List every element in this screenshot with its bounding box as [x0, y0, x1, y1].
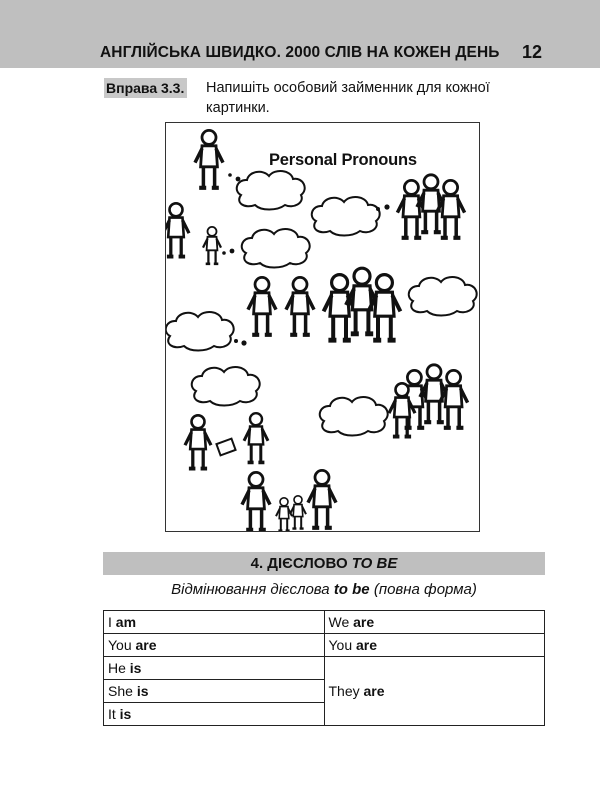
pronoun: He [108, 660, 126, 676]
table-cell [104, 680, 325, 703]
pronoun: They [328, 683, 360, 699]
pronoun: You [108, 637, 132, 653]
table-cell [324, 611, 545, 634]
cartoon-figures-image [166, 123, 480, 532]
table-cell [324, 657, 545, 726]
book-title: АНГЛІЙСЬКА ШВИДКО. 2000 СЛІВ НА КОЖЕН ДЕНЬ [100, 44, 500, 61]
page-number: 12 [522, 42, 543, 62]
table-cell [324, 634, 545, 657]
table-cell [104, 657, 325, 680]
picture-title: Personal Pronouns [269, 151, 417, 169]
pronoun: We [328, 614, 350, 630]
pronoun: She [108, 683, 133, 699]
exercise-label: Вправа 3.3. [104, 78, 187, 98]
pronoun: You [328, 637, 353, 653]
subtitle-bold: to be [333, 581, 370, 598]
subtitle-suffix: (повна форма) [369, 581, 477, 598]
verb-form: is [119, 706, 132, 722]
table-cell [104, 703, 325, 726]
pronouns-illustration [165, 122, 480, 532]
section-subtitle [103, 581, 545, 598]
subtitle-prefix: Відмінювання дієслова [171, 581, 334, 598]
verb-form: are [353, 614, 375, 630]
section-number-title: 4. ДІЄСЛОВО [250, 555, 352, 572]
page-header [0, 0, 600, 68]
verb-form: am [115, 614, 137, 630]
table-row [104, 611, 545, 634]
pronoun: It [108, 706, 116, 722]
table-row [104, 634, 545, 657]
section-italic-title: TO BE [351, 555, 398, 572]
verb-form: is [136, 683, 149, 699]
conjugation-table [103, 610, 545, 726]
exercise-instruction: Напишіть особовий займенник для кожної картинки. [206, 80, 490, 116]
section-heading [103, 552, 545, 575]
verb-form: is [129, 660, 142, 676]
verb-form: are [363, 683, 385, 699]
verb-form: are [135, 637, 157, 653]
table-row [104, 657, 545, 680]
table-cell [104, 634, 325, 657]
verb-form: are [356, 637, 378, 653]
table-cell [104, 611, 325, 634]
pronoun: I [108, 614, 112, 630]
